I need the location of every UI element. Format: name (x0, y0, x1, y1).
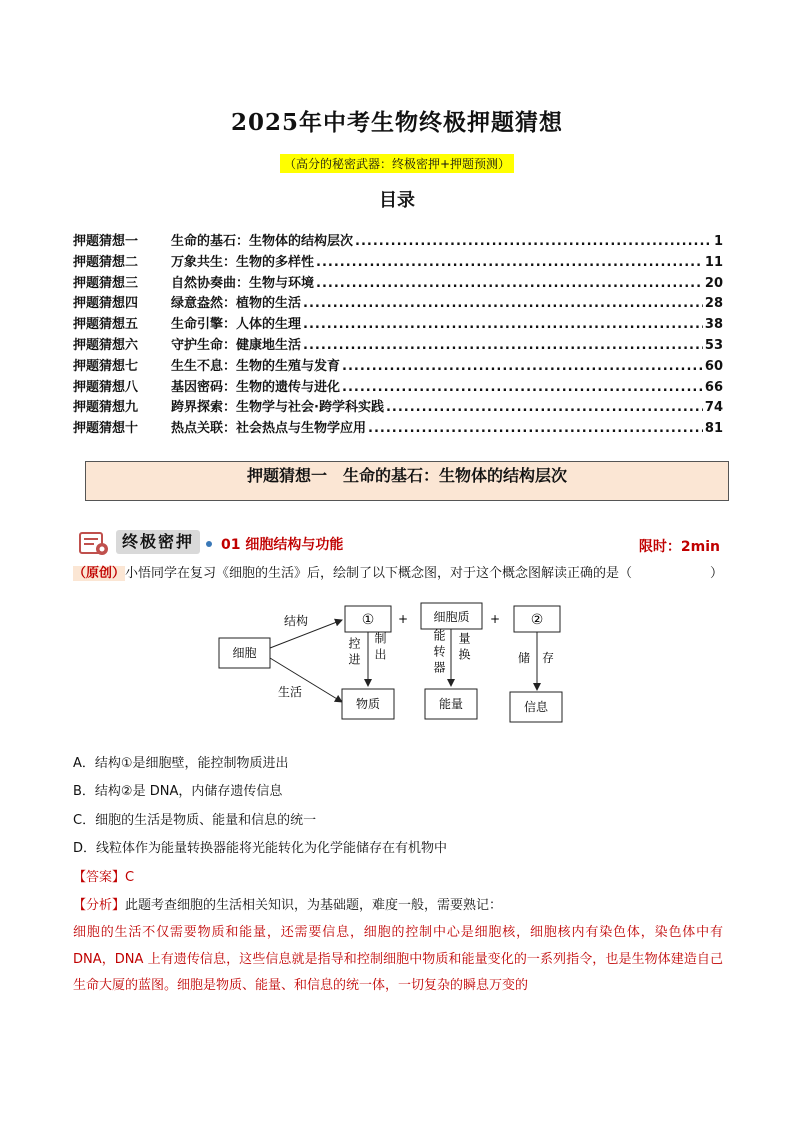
toc-title: 绿意盎然：植物的生活 (171, 296, 302, 312)
toc-leader (303, 338, 703, 353)
toc-page: 53 (704, 337, 723, 353)
energy-text-right: 量换 (457, 632, 471, 664)
toc-page: 74 (704, 400, 723, 416)
structure-1-label: ① (361, 612, 375, 628)
toc-entry[interactable] (73, 334, 723, 355)
page-title: 2025年中考生物终极押题猜想 (230, 109, 563, 136)
info-label: 信息 (523, 700, 549, 714)
bullet-dot-icon (206, 541, 212, 547)
subtitle-highlight: （高分的秘密武器：终极密押+押题预测） (280, 154, 514, 173)
toc-entry[interactable] (73, 230, 723, 251)
toc-leader (355, 234, 712, 249)
toc-page: 66 (704, 379, 723, 395)
store-text-right: 存 (541, 651, 555, 665)
analysis-tag: 【分析】 (73, 898, 126, 913)
section-title: 押题猜想一 生命的基石：生物体的结构层次 (85, 461, 729, 501)
option-b[interactable]: B．结构②是 DNA，内储存遗传信息 (73, 784, 283, 800)
store-text-left: 储 (517, 651, 531, 665)
question-topic: 01 细胞结构与功能 (221, 537, 344, 553)
matter-label: 物质 (355, 697, 381, 711)
control-text-left: 控进 (347, 637, 361, 669)
toc-title: 生生不息：生物的生殖与发育 (171, 358, 341, 374)
toc-entry[interactable] (73, 376, 723, 397)
subtitle-wrap (0, 153, 794, 173)
question-text: 小悟同学在复习《细胞的生活》后，绘制了以下概念图，对于这个概念图解读正确的是（ (125, 566, 633, 581)
table-of-contents (73, 230, 723, 438)
toc-title: 自然协奏曲：生物与环境 (171, 275, 315, 291)
analysis-heading (73, 894, 502, 913)
exam-icon (78, 530, 112, 558)
analysis-intro: 此题考查细胞的生活相关知识，为基础题，难度一般，需要熟记： (125, 898, 503, 913)
original-tag: （原创） (73, 566, 126, 581)
control-text-right: 制出 (373, 632, 387, 664)
toc-title: 热点关联：社会热点与生物学应用 (171, 421, 367, 437)
option-c[interactable]: C．细胞的生活是物质、能量和信息的统一 (73, 812, 317, 828)
toc-leader (386, 400, 703, 415)
toc-number: 押题猜想七 (73, 358, 139, 374)
toc-leader (316, 276, 703, 291)
toc-title: 生命引擎：人体的生理 (171, 317, 302, 333)
toc-title: 万象共生：生物的多样性 (171, 254, 315, 270)
toc-page: 60 (704, 358, 723, 374)
final-prediction-badge: 终极密押 (116, 530, 200, 554)
toc-number: 押题猜想一 (73, 234, 139, 249)
answer-options (73, 752, 447, 865)
toc-page: 11 (704, 254, 723, 270)
analysis-body: 细胞的生活不仅需要物质和能量，还需要信息，细胞的控制中心是细胞核，细胞核内有染色体，染色体中有 DNA，DNA 上有遗传信息，这些信息就是指导和控制细胞中物质和能量变化的一系列指令，也是生物体建造自己生命大厦的蓝图。细胞是物质、能量、和信息的统一体，一切复杂的瞬息万变的 (73, 925, 723, 993)
energy-text-left: 能转器 (432, 629, 446, 677)
toc-leader (368, 421, 703, 436)
toc-number: 押题猜想三 (73, 275, 139, 291)
toc-leader (342, 359, 703, 374)
toc-number: 押题猜想二 (73, 254, 139, 270)
toc-entry[interactable] (73, 292, 723, 313)
toc-title: 跨界探索：生物学与社会·跨学科实践 (171, 400, 384, 416)
toc-number: 押题猜想六 (73, 337, 139, 353)
toc-entry[interactable] (73, 251, 723, 272)
toc-number: 押题猜想四 (73, 296, 139, 312)
toc-leader (303, 317, 703, 332)
toc-leader (316, 255, 703, 270)
toc-entry[interactable] (73, 396, 723, 417)
toc-heading: 目录 (379, 190, 415, 211)
structure-label: 结构 (284, 614, 309, 628)
toc-page: 28 (704, 296, 723, 312)
toc-title: 生命的基石：生物体的结构层次 (171, 234, 354, 249)
cytoplasm-label: 细胞质 (433, 610, 470, 624)
toc-number: 押题猜想十 (73, 421, 139, 437)
answer-bracket: ） (709, 566, 723, 581)
concept-map-diagram (210, 598, 570, 728)
toc-page: 20 (704, 275, 723, 291)
plus-sign-2: + (489, 612, 501, 626)
toc-number: 押题猜想九 (73, 400, 139, 416)
structure-2-label: ② (530, 612, 544, 628)
toc-number: 押题猜想五 (73, 317, 139, 333)
toc-page: 1 (713, 234, 723, 249)
life-label: 生活 (278, 685, 303, 699)
time-limit: 限时：2min (638, 539, 720, 555)
toc-entry[interactable] (73, 313, 723, 334)
question-header (78, 528, 720, 558)
toc-entry[interactable] (73, 272, 723, 293)
toc-leader (303, 296, 703, 311)
toc-title: 基因密码：生物的遗传与进化 (171, 379, 341, 395)
answer-line: 【答案】C (73, 870, 135, 885)
toc-title: 守护生命：健康地生活 (171, 337, 302, 353)
question-stem (73, 562, 723, 581)
option-a[interactable]: A．结构①是细胞壁，能控制物质进出 (73, 756, 289, 771)
energy-label: 能量 (438, 697, 464, 711)
toc-number: 押题猜想八 (73, 379, 139, 395)
toc-leader (342, 380, 703, 395)
toc-page: 38 (704, 317, 723, 333)
toc-entry[interactable] (73, 417, 723, 438)
plus-sign-1: + (397, 612, 409, 626)
cell-label: 细胞 (232, 646, 257, 660)
toc-entry[interactable] (73, 355, 723, 376)
option-d[interactable]: D．线粒体作为能量转换器能将光能转化为化学能储存在有机物中 (73, 840, 448, 856)
toc-page: 81 (704, 421, 723, 437)
